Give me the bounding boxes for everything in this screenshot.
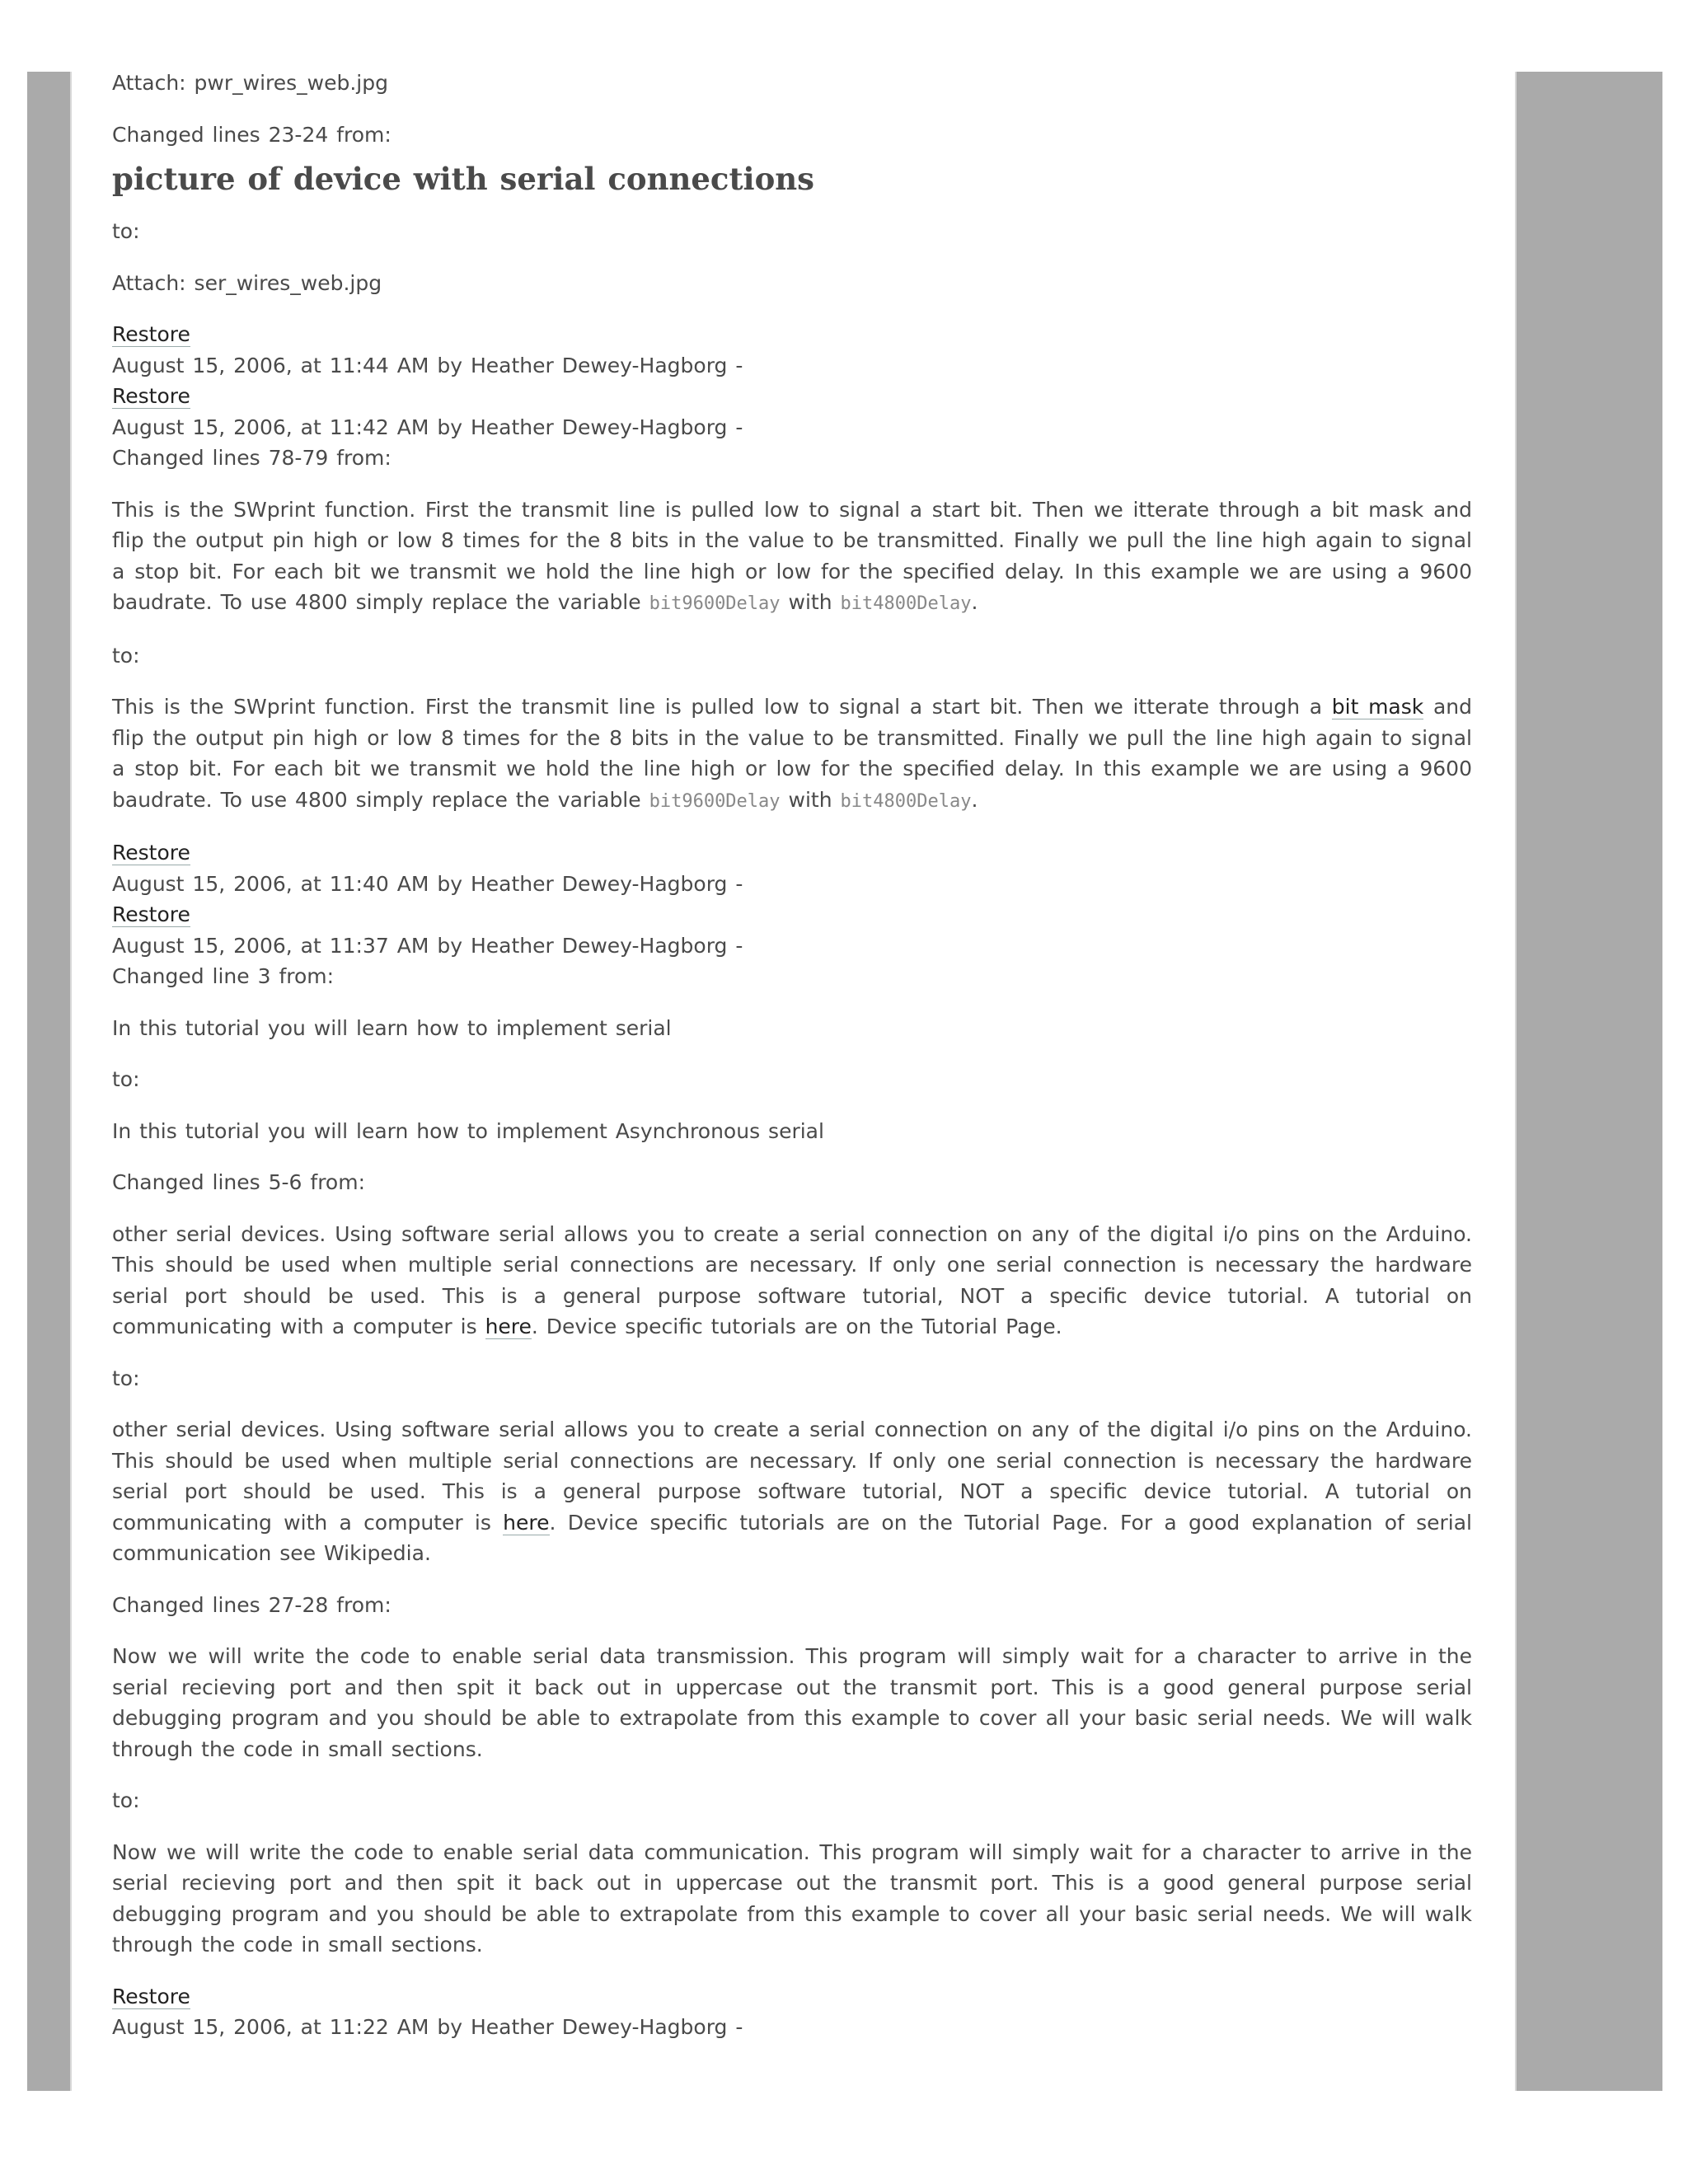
restore-link[interactable]: Restore (112, 902, 190, 926)
revision-entry-1144: August 15, 2006, at 11:44 AM by Heather Dewey-Hagborg - (112, 353, 743, 377)
to-label: to: (112, 219, 140, 243)
restore-entry (112, 837, 1472, 992)
here-link[interactable]: here (503, 1510, 550, 1535)
restore-entry (112, 319, 1472, 474)
restore-link[interactable]: Restore (112, 384, 190, 408)
swprint-to-paragraph: This is the SWprint function. First the transmit line is pulled low to signal a start bit. Then we itterate through a bit mask and flip the output pin high or low 8 times for the 8 bits in the value to be transmitted. Finally we pull the line high again to signal a stop bit. For each bit we transmit we hold the line high or low for the specified delay. In this example we are using a 9600 baudrate. To use 4800 simply replace the variable bit9600Delay with bit4800Delay. (112, 695, 1472, 812)
section-heading: picture of device with serial connections (112, 161, 815, 197)
intro-to-paragraph: other serial devices. Using software serial allows you to create a serial connection on any of the digital i/o pins on the Arduino. This should be used when multiple serial connections are necessary. If only one serial connection is necessary the hardware serial port should be used. This is a general purpose software tutorial, NOT a specific device tutorial. A tutorial on communicating with a computer is here. Device specific tutorials are on the Tutorial Page. For a good explanation of serial communication see Wikipedia. (112, 1418, 1472, 1565)
var-bit9600: bit9600Delay (649, 790, 781, 812)
var-bit4800: bit4800Delay (840, 593, 972, 614)
line3-from: In this tutorial you will learn how to implement serial (112, 1015, 672, 1040)
attach-old: Attach: pwr_wires_web.jpg (112, 71, 388, 95)
changed-lines-78-79: Changed lines 78-79 from: (112, 446, 392, 470)
page-history-content (112, 68, 1472, 2043)
line3-to: In this tutorial you will learn how to implement Asynchronous serial (112, 1118, 824, 1143)
restore-link[interactable]: Restore (112, 322, 190, 346)
revision-entry-1140: August 15, 2006, at 11:40 AM by Heather Dewey-Hagborg - (112, 871, 743, 896)
right-margin-bar (1515, 72, 1662, 2091)
revision-entry-1122: August 15, 2006, at 11:22 AM by Heather Dewey-Hagborg - (112, 2015, 743, 2039)
changed-lines-5-6: Changed lines 5-6 from: (112, 1170, 366, 1194)
program-from-paragraph: Now we will write the code to enable serial data transmission. This program will simply wait for a character to arrive in the serial recieving port and then spit it back out in uppercase out the transmit port. This is a good general purpose serial debugging program and you should be able to extrapolate from this example to cover all your basic serial needs. We will walk through the code in small sections. (112, 1644, 1472, 1761)
intro-from-paragraph: other serial devices. Using software serial allows you to create a serial connection on any of the digital i/o pins on the Arduino. This should be used when multiple serial connections are necessary. If only one serial connection is necessary the hardware serial port should be used. This is a general purpose software tutorial, NOT a specific device tutorial. A tutorial on communicating with a computer is here. Device specific tutorials are on the Tutorial Page. (112, 1221, 1472, 1338)
var-bit9600: bit9600Delay (649, 593, 781, 614)
to-label: to: (112, 643, 140, 668)
changed-line-3: Changed line 3 from: (112, 964, 335, 988)
to-label: to: (112, 1366, 140, 1390)
here-link[interactable]: here (485, 1315, 532, 1338)
left-margin-bar (27, 72, 72, 2091)
var-bit4800: bit4800Delay (840, 790, 972, 812)
restore-link[interactable]: Restore (112, 1984, 190, 2008)
program-to-paragraph: Now we will write the code to enable serial data communication. This program will simply wait for a character to arrive in the serial recieving port and then spit it back out in uppercase out the transmit port. This is a good general purpose serial debugging program and you should be able to extrapolate from this example to cover all your basic serial needs. We will walk through the code in small sections. (112, 1840, 1472, 1957)
swprint-from-paragraph: This is the SWprint function. First the transmit line is pulled low to signal a start bit. Then we itterate through a bit mask and flip the output pin high or low 8 times for the 8 bits in the value to be transmitted. Finally we pull the line high again to signal a stop bit. For each bit we transmit we hold the line high or low for the specified delay. In this example we are using a 9600 baudrate. To use 4800 simply replace the variable bit9600Delay with bit4800Delay. (112, 497, 1472, 614)
revision-entry-1142: August 15, 2006, at 11:42 AM by Heather Dewey-Hagborg - (112, 415, 743, 439)
restore-entry (112, 1981, 1472, 2043)
to-label: to: (112, 1067, 140, 1091)
attach-new: Attach: ser_wires_web.jpg (112, 270, 382, 295)
changed-lines-27-28: Changed lines 27-28 from: (112, 1592, 392, 1617)
bit-mask-link[interactable]: bit mask (1331, 695, 1424, 719)
changed-lines-23-24: Changed lines 23-24 from: (112, 122, 392, 147)
restore-link[interactable]: Restore (112, 841, 190, 865)
revision-entry-1137: August 15, 2006, at 11:37 AM by Heather Dewey-Hagborg - (112, 933, 743, 958)
to-label: to: (112, 1788, 140, 1812)
